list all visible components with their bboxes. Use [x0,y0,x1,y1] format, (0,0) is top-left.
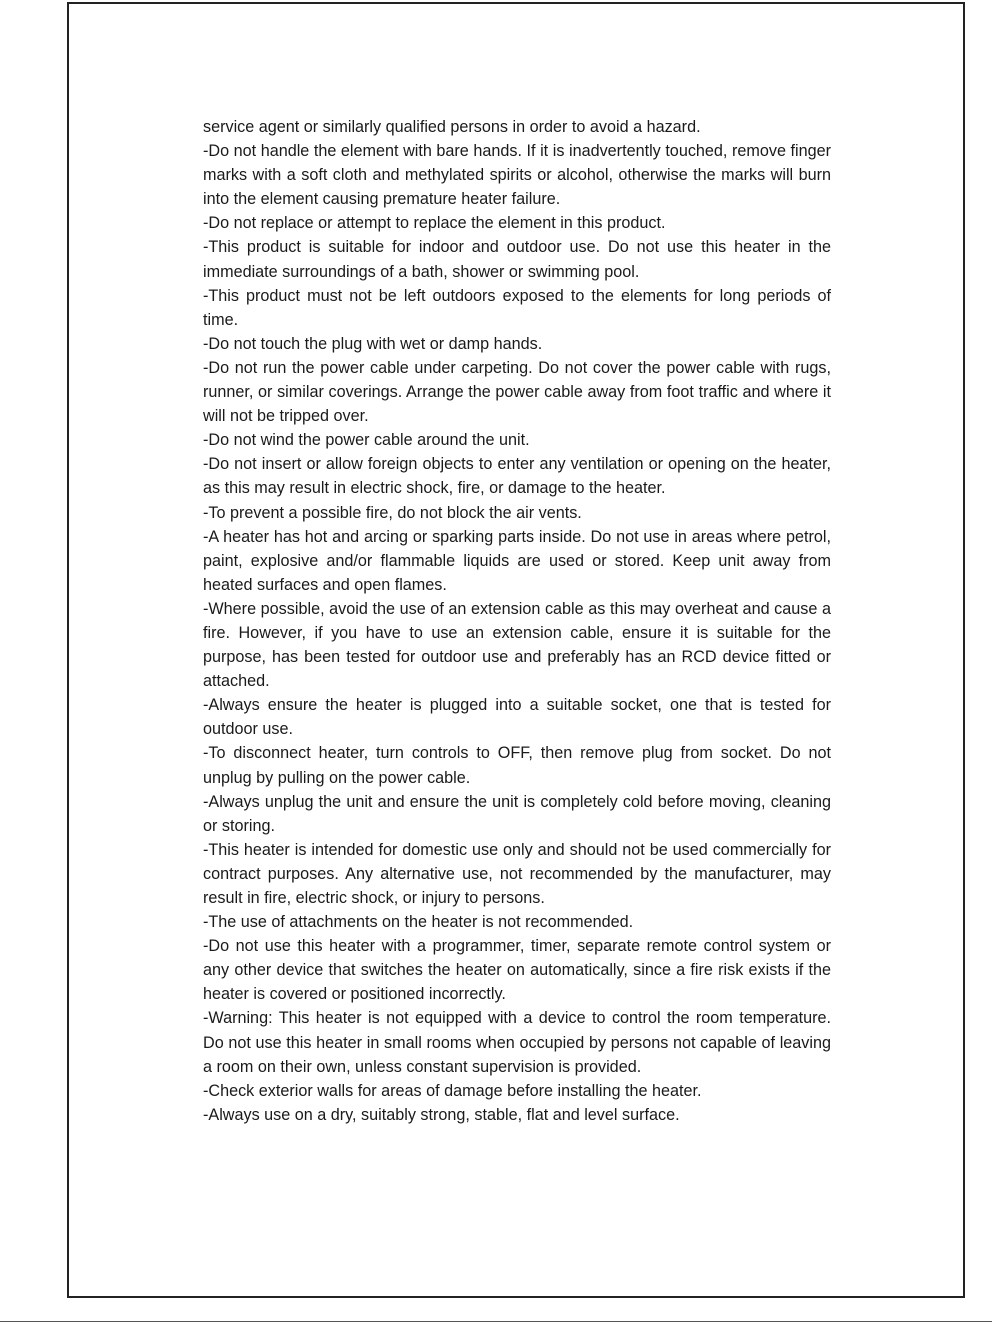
paragraph-element-handling: -Do not handle the element with bare hands. If it is inadvertently touched, remove finger marks with a soft cloth and methylated spirits or alcohol, otherwise the marks will burn into the element causing premature heater failure. [203,142,831,209]
paragraph-unplug-before-moving: -Always unplug the unit and ensure the unit is completely cold before moving, cleaning or storing. [203,792,831,835]
paragraph-attachments: -The use of attachments on the heater is not recommended. [203,913,634,932]
paragraph-flammable-liquids: -A heater has hot and arcing or sparking parts inside. Do not use in areas where petrol, paint, explosive and/or flammable liquids are used or stored. Keep unit away from heated surfaces and open flames. [203,527,831,594]
paragraph-element-replacement: -Do not replace or attempt to replace the element in this product. [203,214,666,233]
paragraph-exterior-walls: -Check exterior walls for areas of damage before installing the heater. [203,1081,702,1100]
paragraph-foreign-objects: -Do not insert or allow foreign objects to enter any ventilation or opening on the heater, as this may result in electric shock, fire, or damage to the heater. [203,455,831,498]
paragraph-cable-carpeting: -Do not run the power cable under carpeting. Do not cover the power cable with rugs, runner, or similar coverings. Arrange the power cable away from foot traffic and where it will not be tripped over. [203,358,831,426]
paragraph-air-vents: -To prevent a possible fire, do not block the air vents. [203,503,582,522]
paragraph-suitable-socket: -Always ensure the heater is plugged into a suitable socket, one that is tested for outdoor use. [203,696,831,739]
paragraph-programmer-timer: -Do not use this heater with a programmer, timer, separate remote control system or any other device that switches the heater on automatically, since a fire risk exists if the heater is covered or positioned incorrectly. [203,937,831,1004]
paragraph-hazard-continuation: service agent or similarly qualified persons in order to avoid a hazard. [203,118,701,136]
paragraph-outdoor-exposure: -This product must not be left outdoors exposed to the elements for long periods of time. [203,286,831,329]
paragraph-extension-cable: -Where possible, avoid the use of an extension cable as this may overheat and cause a fire. However, if you have to use an extension cable, ensure it is suitable for the purpose, has been tested for outdoor use and preferably has an RCD device fitted or attached. [203,599,831,691]
paragraph-wet-hands: -Do not touch the plug with wet or damp hands. [203,334,543,353]
paragraph-warning-room-temperature: -Warning: This heater is not equipped with a device to control the room temperature. Do not use this heater in small rooms when occupied by persons not capable of leaving a room on their own, unless constant supervision is provided. [203,1009,831,1076]
paragraph-cable-winding: -Do not wind the power cable around the unit. [203,431,530,450]
paragraph-disconnect: -To disconnect heater, turn controls to OFF, then remove plug from socket. Do not unplug by pulling on the power cable. [203,744,831,787]
paragraph-indoor-outdoor-use: -This product is suitable for indoor and outdoor use. Do not use this heater in the immediate surroundings of a bath, shower or swimming pool. [203,238,831,281]
paragraph-domestic-use: -This heater is intended for domestic use only and should not be used commercially for contract purposes. Any alternative use, not recommended by the manufacturer, may result in fire, electric shock, or injury to persons. [203,840,831,907]
bottom-rule [0,1321,992,1322]
paragraph-level-surface: -Always use on a dry, suitably strong, stable, flat and level surface. [203,1105,680,1124]
safety-instructions-text [203,115,831,1127]
